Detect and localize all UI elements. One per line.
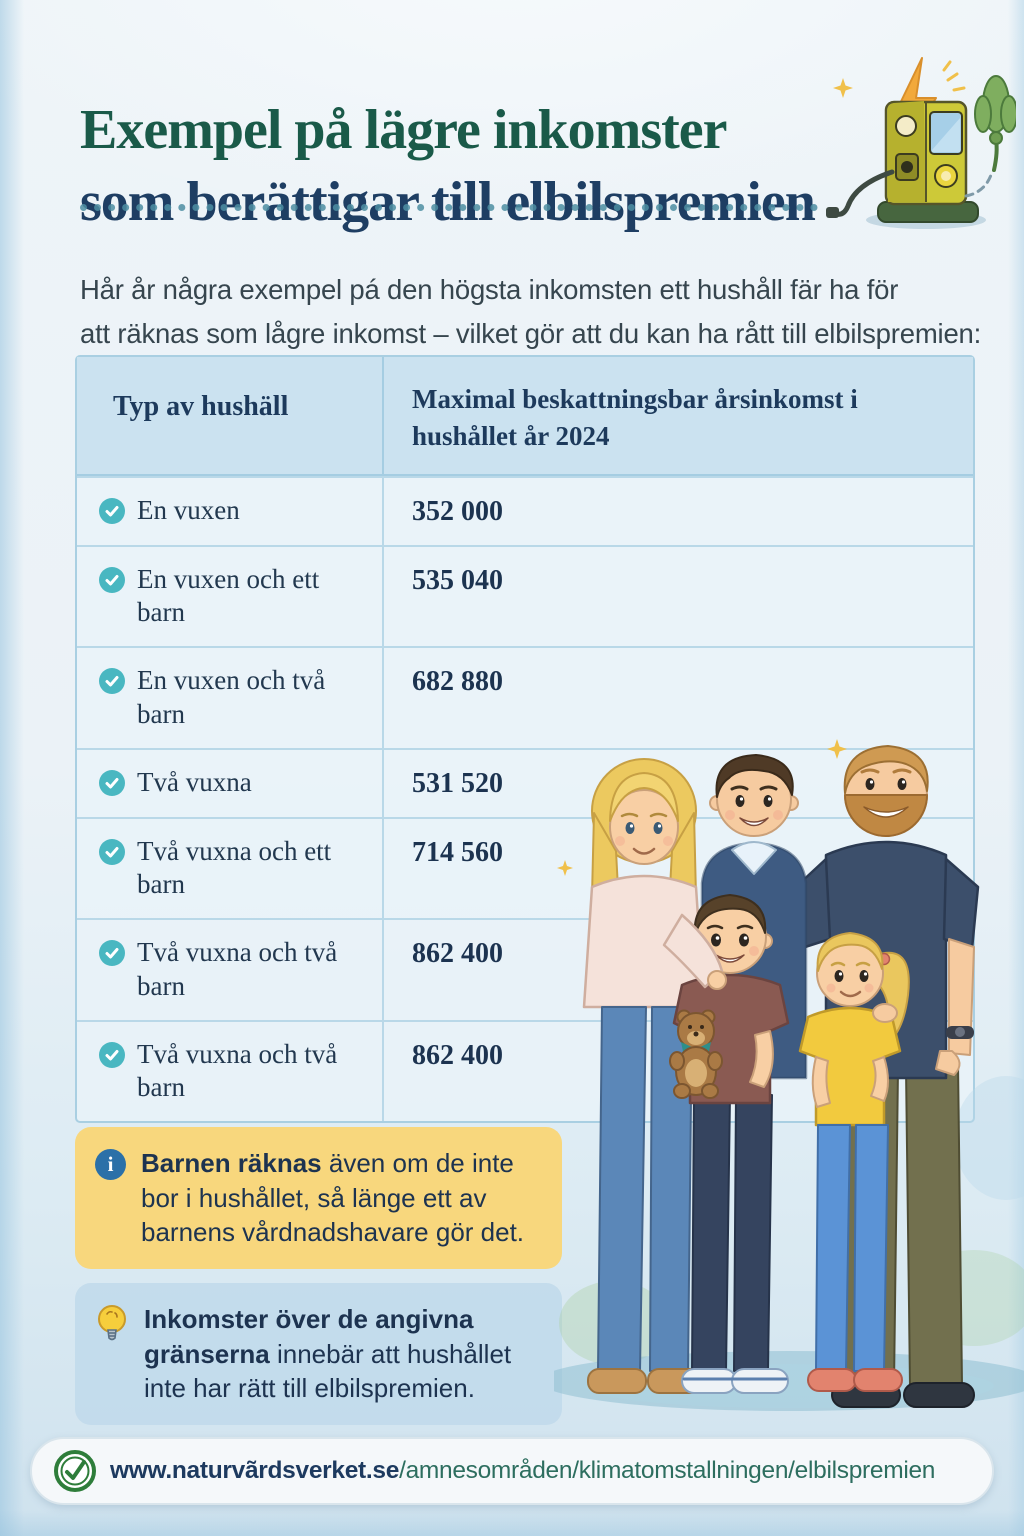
household-type-cell bbox=[77, 1022, 382, 1122]
income-value: 531 520 bbox=[412, 767, 503, 799]
table-row bbox=[77, 476, 973, 545]
household-type-label: En vuxen och två barn bbox=[137, 665, 326, 729]
footer-url-link[interactable] bbox=[110, 1457, 935, 1485]
table-row bbox=[77, 545, 973, 647]
household-type-cell bbox=[77, 750, 382, 817]
tip-box-text: Inkomster över de angivna gränserna innebär att hushållet inte har rätt till elbilspremien. bbox=[144, 1304, 512, 1404]
household-type-label: En vuxen och ett barn bbox=[137, 563, 320, 628]
income-value: 352 000 bbox=[412, 495, 503, 527]
father-hand bbox=[873, 1004, 897, 1022]
check-icon bbox=[99, 770, 125, 796]
info-box-children bbox=[75, 1127, 562, 1269]
family-illustration bbox=[554, 733, 1024, 1413]
footer-url-bar bbox=[30, 1437, 994, 1505]
table-header-row bbox=[77, 357, 973, 476]
table-header-income: Maximal beskattningsbar årsinkomst i hushållet år 2024 bbox=[382, 357, 973, 474]
household-type-cell bbox=[77, 648, 382, 748]
sparkle-icon bbox=[833, 78, 853, 98]
burst-lines-icon bbox=[944, 62, 964, 90]
left-watercolor-edge bbox=[0, 0, 24, 1536]
check-icon bbox=[99, 668, 125, 694]
ev-charging-station-illustration bbox=[826, 54, 1016, 234]
household-type-cell bbox=[77, 920, 382, 1020]
household-type-cell bbox=[77, 819, 382, 919]
intro-line2: att räknas som lågre inkomst – vilket gör att du kan ha rått till elbilspremien: bbox=[80, 318, 982, 350]
check-icon bbox=[99, 498, 125, 524]
income-value-cell bbox=[382, 478, 973, 545]
income-value: 714 560 bbox=[412, 836, 503, 868]
income-value: 862 400 bbox=[412, 1039, 503, 1071]
household-type-cell bbox=[77, 547, 382, 647]
sparkle-icon bbox=[827, 739, 847, 759]
info-box-text: Barnen räknas även om de inte bor i hushållet, så länge ett av barnens vårdnadshavare gör det. bbox=[141, 1148, 525, 1248]
household-type-label: Två vuxna och två barn bbox=[137, 1038, 338, 1103]
tip-box-income-limits bbox=[75, 1283, 562, 1425]
income-value: 682 880 bbox=[412, 666, 503, 697]
intro-line1: Hår år några exempel pá den högsta inkomsten ett hushåll fär ha för bbox=[80, 273, 899, 305]
page-title-line1: Exempel på lägre inkomster bbox=[80, 98, 727, 161]
table-header-household: Typ av hushäll bbox=[113, 391, 289, 422]
check-icon bbox=[99, 1042, 125, 1068]
footer-url-domain[interactable]: www.naturvãrdsverket.se bbox=[110, 1457, 400, 1484]
household-type-cell bbox=[77, 478, 382, 545]
dotted-divider bbox=[80, 204, 818, 211]
income-value: 535 040 bbox=[412, 564, 503, 596]
intro-paragraph bbox=[80, 268, 1000, 357]
income-value-cell bbox=[382, 547, 973, 647]
income-value: 862 400 bbox=[412, 938, 503, 969]
bottom-watercolor-edge bbox=[0, 1510, 1024, 1536]
check-icon bbox=[99, 940, 125, 966]
footer-url-path[interactable]: /amnesområden/klimatomstallningen/elbilspremien bbox=[399, 1457, 936, 1484]
sparkle-icon bbox=[557, 860, 573, 876]
lightbulb-icon bbox=[95, 1304, 129, 1350]
check-circle-icon bbox=[54, 1450, 96, 1492]
info-icon: i bbox=[95, 1149, 126, 1180]
check-icon bbox=[99, 839, 125, 865]
page-title-line2: som berättigar till elbilspremien bbox=[80, 171, 815, 234]
household-type-label: En vuxen bbox=[137, 494, 240, 525]
page-title bbox=[80, 94, 815, 240]
check-icon bbox=[99, 567, 125, 593]
green-plant-icon bbox=[975, 76, 1016, 170]
household-type-label: Två vuxna och ett barn bbox=[137, 835, 332, 900]
household-type-label: Två vuxna bbox=[137, 766, 252, 797]
household-type-label: Två vuxna och två barn bbox=[137, 937, 338, 1001]
